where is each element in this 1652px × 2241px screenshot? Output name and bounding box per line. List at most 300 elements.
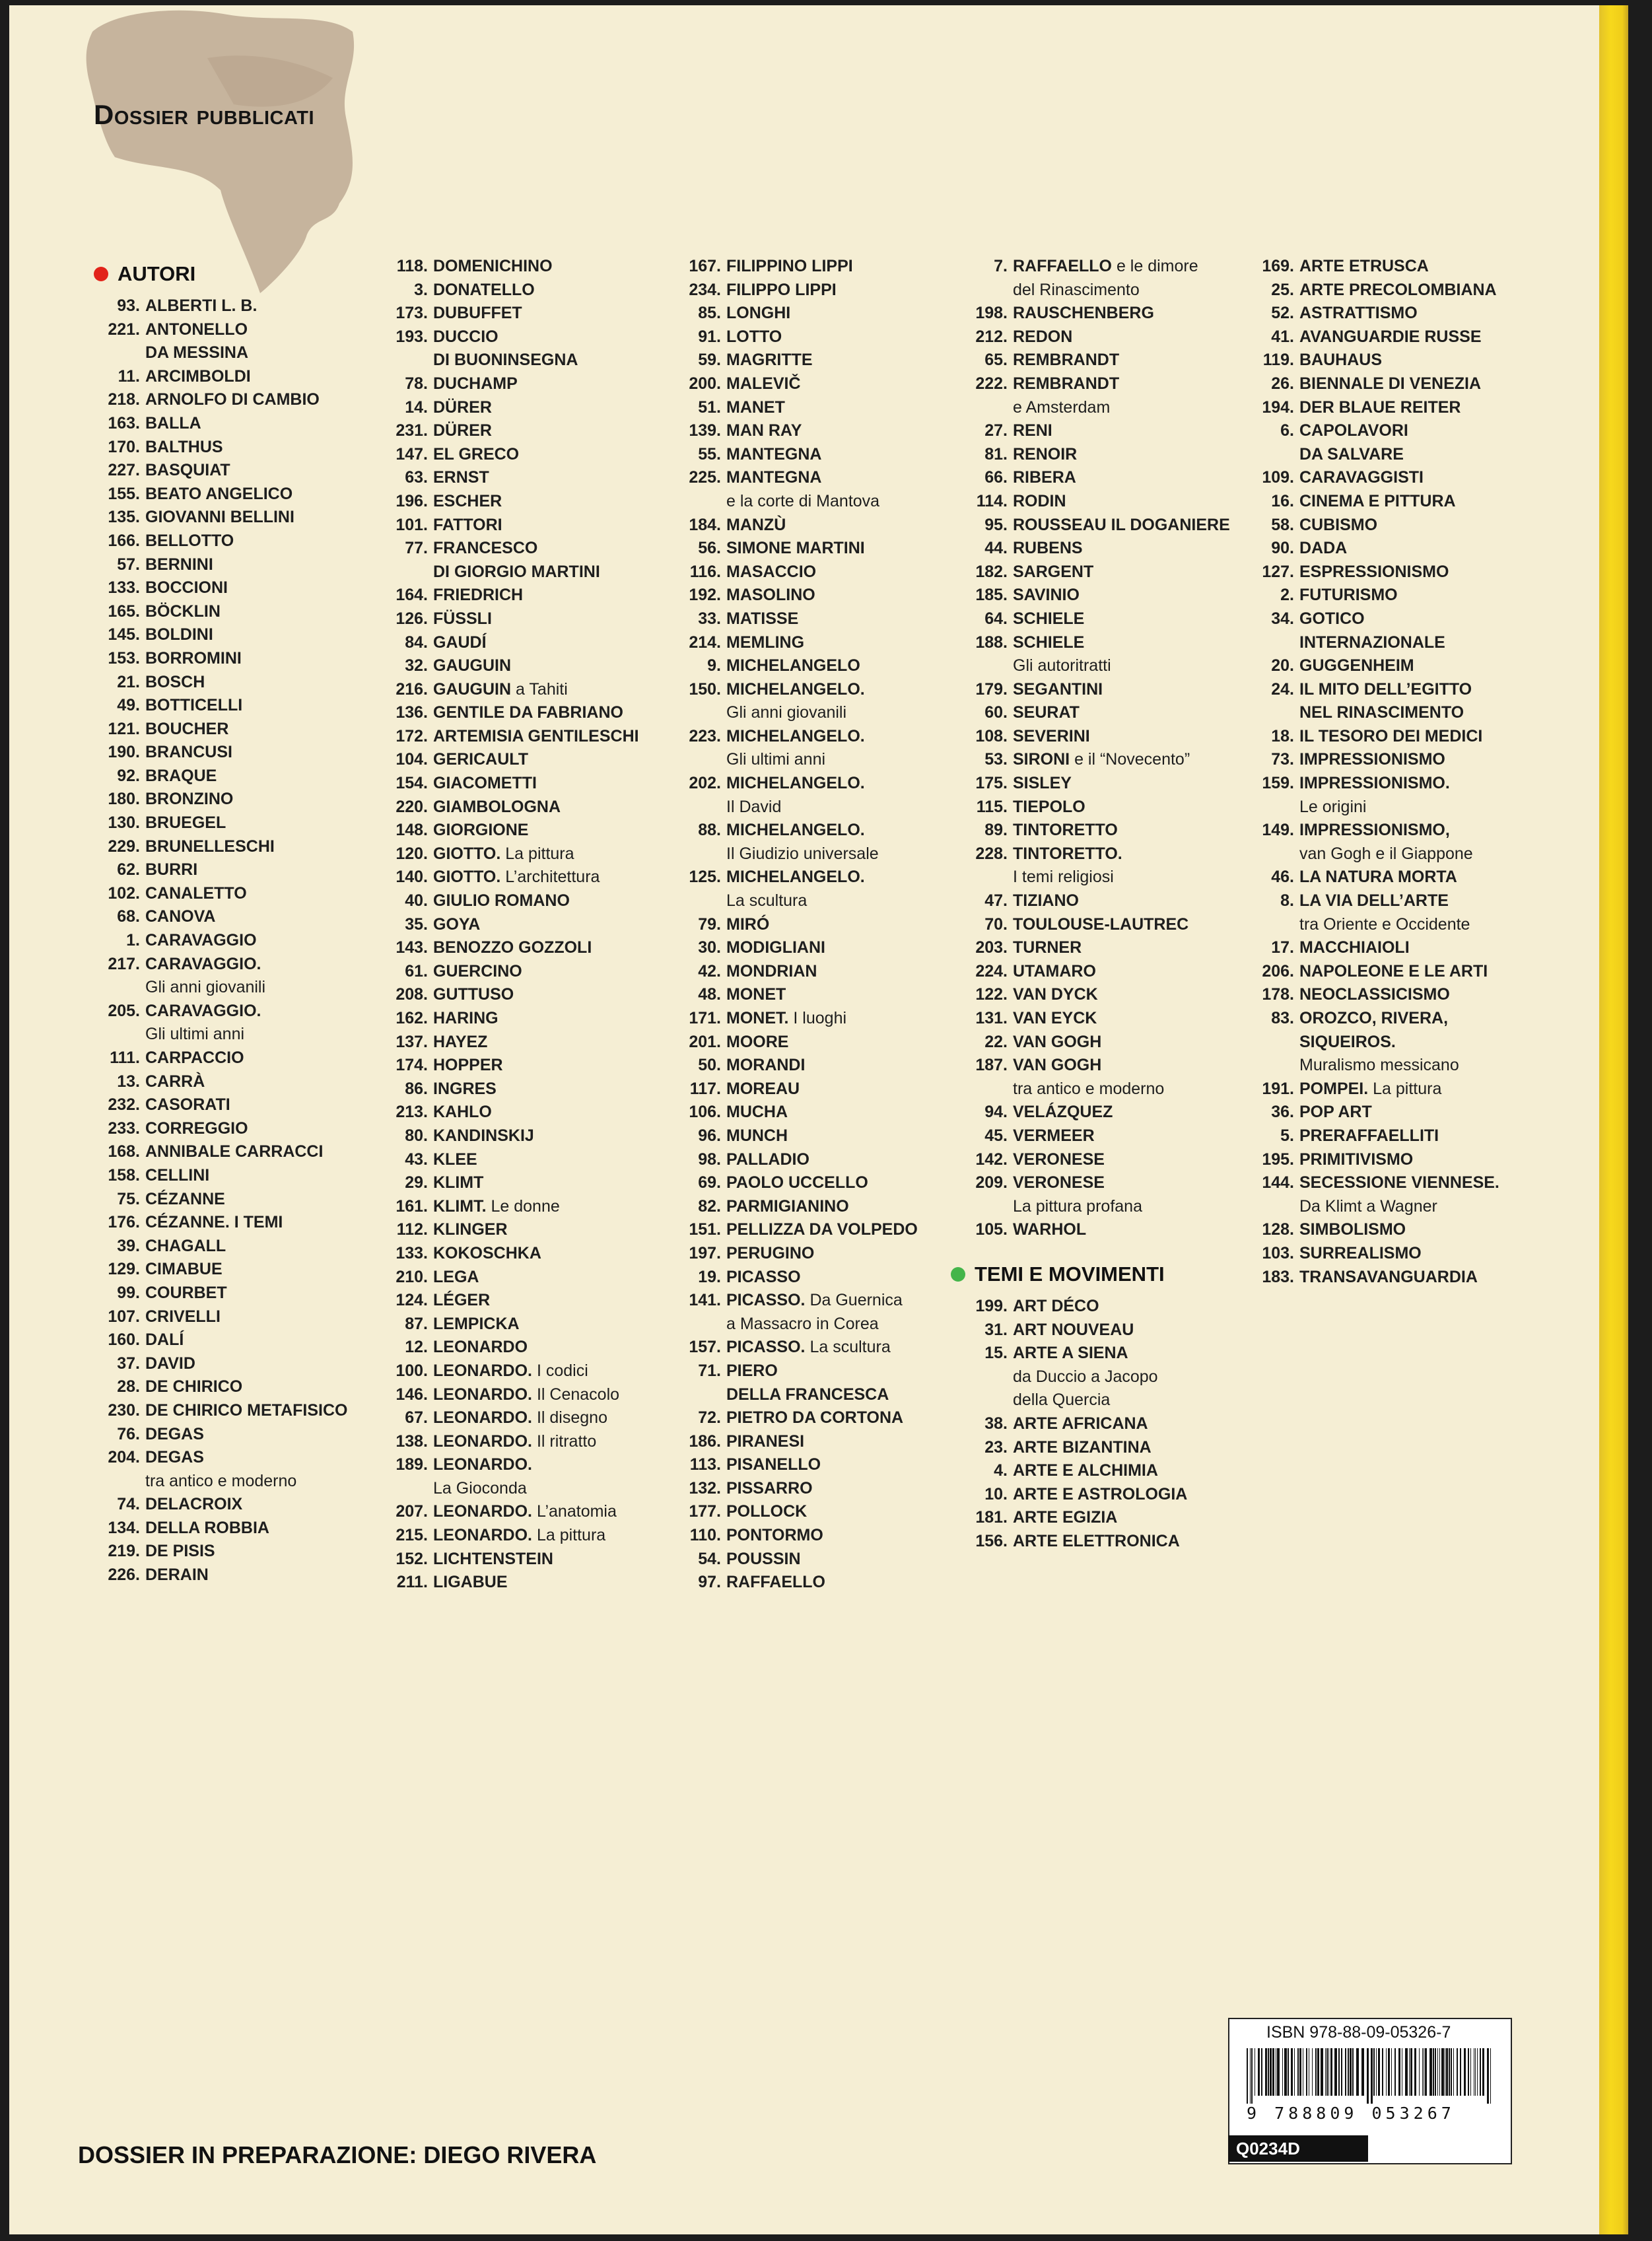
dossier-title: MEMLING [726,633,805,652]
dossier-text [1013,913,1188,937]
dossier-number: 122. [975,985,1008,1004]
dossier-title-line [1013,1412,1148,1436]
dossier-title-line [1299,1124,1439,1148]
dossier-number: 225. [689,468,721,487]
dossier-title-line [726,1336,891,1360]
dossier-entry [951,1342,1230,1412]
dossier-text [433,584,523,607]
dossier-title-suffix: Il ritratto [536,1431,597,1451]
dossier-entry [1237,537,1499,561]
dossier-text [1299,561,1449,584]
dossier-entry [371,796,639,819]
dossier-title-line [433,1571,508,1595]
dossier-entry [1237,866,1499,889]
dossier-title: ARTE PRECOLOMBIANA [1299,280,1497,299]
dossier-title: CHAGALL [145,1236,226,1255]
dossier-title-line [726,1289,903,1313]
dossier-number: 94. [984,1103,1008,1122]
dossier-text [145,483,293,506]
dossier-title-line [1299,490,1456,514]
dossier-entry [664,466,918,513]
dossier-title: CANALETTO [145,883,247,903]
dossier-title-line [726,678,865,702]
dossier-number: 174. [396,1056,428,1075]
dossier-number: 203. [975,938,1008,957]
dossier-number: 119. [1262,351,1294,370]
dossier-number: 9. [707,656,721,675]
dossier-title: MONDRIAN [726,961,817,981]
dossier-title-line [1299,584,1398,607]
dossier-text [433,1548,553,1571]
entry-list [1237,255,1499,1289]
dossier-title-line [145,835,275,859]
dossier-number: 105. [975,1220,1008,1239]
dossier-number: 133. [396,1243,428,1262]
dossier-entry [1237,349,1499,372]
dossier-number: 5. [1280,1126,1294,1145]
dossier-entry [94,1446,347,1493]
dossier-title: REDON [1013,327,1073,346]
dossier-title-line [433,983,514,1007]
dossier-title-line [433,772,537,796]
dossier-text [726,1524,823,1548]
dossier-number: 55. [698,444,721,464]
dossier-text [433,1031,487,1054]
dossier-number: 216. [396,679,428,699]
dossier-title: CARPACCIO [145,1049,244,1067]
dossier-title-line [433,1313,520,1336]
dossier-title: GAUGUIN [433,656,512,675]
dossier-text [145,1140,323,1164]
dossier-title: CÉZANNE. I TEMI [145,1213,283,1232]
dossier-entry [94,694,347,718]
dossier-title-line [145,1047,244,1070]
dossier-text [1013,607,1084,631]
dossier-title: MAGRITTE [726,351,813,370]
dossier-text [433,1054,503,1078]
dossier-number: 102. [108,883,140,903]
dossier-text [1013,1483,1187,1507]
dossier-title-line [1013,936,1082,960]
dossier-number: 44. [984,539,1008,558]
dossier-title: MANTEGNA [726,468,822,487]
dossier-number: 67. [405,1408,428,1428]
dossier-title: CARAVAGGISTI [1299,468,1424,487]
dossier-title-line [145,412,201,436]
dossier-title: MONET. [726,1009,789,1027]
dossier-title: CARAVAGGIO. [145,954,261,973]
dossier-title: LÉGER [433,1291,491,1310]
dossier-title: IMPRESSIONISMO [1299,750,1445,769]
dossier-title: FRIEDRICH [433,586,524,605]
dossier-number: 89. [984,821,1008,840]
dossier-title-line [726,584,815,607]
dossier-text [145,882,247,906]
dossier-entry [951,255,1230,302]
dossier-title-line [1299,936,1410,960]
dossier-title-line [433,1406,607,1430]
dossier-title: RIBERA [1013,468,1076,487]
dossier-title-line [1013,1101,1113,1124]
dossier-text [1013,349,1119,372]
dossier-title-line [726,326,782,349]
dossier-text [145,1517,269,1540]
dossier-text [145,1540,215,1564]
dossier-entry [371,1289,639,1313]
dossier-title-continuation: SIQUEIROS. [1299,1032,1396,1051]
dossier-subtitle: e la corte di Mantova [726,491,880,510]
dossier-entry [951,1171,1230,1218]
dossier-entry [951,1148,1230,1172]
dossier-entry [1237,372,1499,396]
dossier-title-line [726,396,785,420]
dossier-text [726,1500,807,1524]
dossier-entry [1237,654,1499,678]
dossier-text [726,1548,801,1571]
dossier-title-line [1013,466,1076,490]
dossier-entry [1237,819,1499,866]
dossier-title-line [1299,983,1450,1007]
dossier-number: 230. [108,1400,140,1420]
dossier-title: LEONARDO. [433,1526,532,1545]
dossier-text [433,607,492,631]
dossier-number: 33. [698,609,721,628]
dossier-number: 228. [975,844,1008,863]
dossier-entry [1237,584,1499,607]
dossier-number: 134. [108,1518,140,1537]
dossier-title-line [145,1375,242,1399]
dossier-title: PRIMITIVISMO [1299,1150,1414,1169]
dossier-title-line [726,1266,801,1290]
dossier-text [1299,279,1497,302]
dossier-title-line [145,1399,347,1423]
dossier-number: 200. [689,374,721,393]
dossier-subtitle: a Massacro in Corea [726,1314,879,1333]
dossier-text [433,936,592,960]
dossier-number: 70. [984,914,1008,934]
dossier-title-line [1299,1078,1441,1101]
dossier-title-line [433,936,592,960]
dossier-title: BURRI [145,860,198,879]
dossier-title-line [1013,772,1072,796]
dossier-text [433,537,600,584]
dossier-entry [94,1140,347,1164]
dossier-number: 21. [117,672,140,691]
dossier-title-line [433,631,487,655]
dossier-title: DÜRER [433,421,492,440]
dossier-entry [94,858,347,882]
dossier-title: GIACOMETTI [433,774,537,793]
dossier-text [145,741,232,765]
dossier-title-line [145,1188,225,1212]
dossier-title-line [726,607,798,631]
isbn-barcode-box [1228,2018,1512,2164]
dossier-title: POP ART [1299,1103,1372,1122]
dossier-title-line [145,1282,227,1305]
dossier-title: ARTE ELETTRONICA [1013,1531,1180,1550]
dossier-entry [94,929,347,953]
dossier-number: 13. [117,1072,140,1091]
dossier-title: SARGENT [1013,562,1094,581]
dossier-text [1013,1342,1158,1412]
dossier-title-line [726,819,879,843]
dossier-title: OROZCO, RIVERA, [1299,1009,1449,1027]
dossier-text [145,1047,244,1070]
dossier-title-line [726,1242,814,1266]
dossier-text [145,718,228,741]
dossier-title-line [1013,607,1084,631]
dossier-entry [951,960,1230,984]
dossier-text [1013,514,1230,537]
dossier-title-line [726,1500,807,1524]
dossier-number: 25. [1271,280,1294,299]
dossier-text [145,600,221,624]
dossier-number: 114. [976,491,1008,510]
dossier-number: 17. [1271,938,1294,957]
dossier-title: REMBRANDT [1013,374,1120,393]
dossier-title-continuation: DELLA FRANCESCA [726,1385,889,1404]
dossier-title: NAPOLEONE E LE ARTI [1299,961,1488,981]
dossier-number: 113. [689,1455,721,1474]
dossier-title: DELACROIX [145,1495,243,1514]
dossier-text [1013,1436,1152,1460]
dossier-title: DEGAS [145,1424,204,1443]
dossier-text [1013,1124,1095,1148]
dossier-entry [94,1540,347,1564]
dossier-title: DOMENICHINO [433,257,553,275]
dossier-title: CUBISMO [1299,515,1378,534]
dossier-title-line [1299,349,1382,372]
dossier-subtitle: Le origini [1299,797,1367,816]
dossier-text [1299,819,1473,866]
dossier-text [145,835,275,859]
dossier-number: 184. [689,515,721,534]
dossier-title: PELLIZZA DA VOLPEDO [726,1220,918,1239]
dossier-title-suffix: L’anatomia [536,1502,617,1521]
dossier-title: MONET [726,985,786,1004]
dossier-number: 37. [117,1354,140,1373]
dossier-number: 229. [108,837,140,856]
dossier-number: 221. [108,320,140,339]
dossier-text [726,725,865,772]
dossier-text [433,279,535,302]
entry-list [371,255,639,1595]
dossier-number: 48. [698,985,721,1004]
dossier-title-line [1013,819,1118,843]
dossier-text [145,1070,205,1094]
dossier-title-line [145,1258,223,1282]
dossier-title-line [1299,561,1449,584]
dossier-text [1013,1218,1086,1242]
dossier-number: 115. [976,797,1008,816]
dossier-entry [371,1383,639,1407]
dossier-text [1299,584,1398,607]
dossier-entry [1237,936,1499,960]
brush-stroke-decoration [75,5,366,296]
dossier-title: RENI [1013,421,1052,440]
dossier-text [433,1406,607,1430]
dossier-title-line [145,1117,248,1141]
dossier-text [433,960,522,984]
dossier-title-line [1013,701,1080,725]
dossier-number: 15. [984,1344,1008,1363]
dossier-title-line [1013,1148,1105,1172]
dossier-entry [94,294,347,318]
dossier-title: CARAVAGGIO [145,931,257,950]
dossier-title-line [145,1564,209,1587]
dossier-title-line [433,1548,553,1571]
dossier-title-line [726,1360,889,1383]
dossier-text [145,1000,261,1047]
dossier-title-line [1299,748,1445,772]
dossier-entry [371,372,639,396]
dossier-title: ESCHER [433,491,502,510]
dossier-title-line [433,960,522,984]
dossier-number: 77. [405,539,428,558]
dossier-entry [951,349,1230,372]
dossier-title: POMPEI. [1299,1079,1369,1098]
dossier-title-line [145,953,265,977]
dossier-title-line [145,294,257,318]
dossier-title: LEONARDO. [433,1431,532,1451]
dossier-entry [94,1399,347,1423]
dossier-title-line [433,701,623,725]
dossier-title: ROUSSEAU IL DOGANIERE [1013,515,1230,534]
dossier-text [145,1164,209,1188]
red-bullet-icon [94,267,108,281]
dossier-title: HARING [433,1009,499,1027]
dossier-entry [94,718,347,741]
dossier-text [726,372,801,396]
dossier-title: ARTE A SIENA [1013,1344,1128,1363]
dossier-text [1299,1242,1422,1266]
dossier-number: 219. [108,1542,140,1561]
dossier-number: 209. [975,1173,1008,1192]
dossier-number: 177. [689,1502,721,1521]
dossier-text [726,983,786,1007]
dossier-title-line [433,678,568,702]
dossier-title: COURBET [145,1283,227,1302]
dossier-title: LEGA [433,1267,479,1286]
dossier-number: 218. [108,390,140,409]
dossier-text [726,1171,868,1195]
dossier-text [1013,1506,1117,1530]
dossier-title: RAFFAELLO [1013,257,1112,275]
dossier-entry [1237,1266,1499,1290]
dossier-number: 137. [396,1032,428,1051]
dossier-title-line [145,1352,195,1376]
dossier-title-line [433,443,519,467]
dossier-title-line [1013,913,1188,937]
dossier-number: 50. [698,1056,721,1075]
dossier-text [1013,1319,1134,1342]
dossier-title: PIRANESI [726,1431,805,1451]
dossier-entry [94,318,347,365]
dossier-number: 46. [1271,868,1294,887]
dossier-number: 30. [698,938,721,957]
dossier-entry [1237,1148,1499,1172]
dossier-title-line [145,365,251,389]
dossier-entry [1237,419,1499,466]
dossier-title: BELLOTTO [145,531,234,550]
dossier-text [145,436,223,460]
dossier-title-line [1299,678,1472,702]
dossier-title-line [1299,326,1482,349]
dossier-entry [371,1500,639,1524]
dossier-text [433,1571,508,1595]
dossier-number: 80. [405,1126,428,1145]
dossier-entry [951,936,1230,960]
dossier-title-line [1013,326,1072,349]
dossier-text [1013,1101,1113,1124]
dossier-text [1013,443,1077,467]
dossier-title: EL GRECO [433,444,520,464]
dossier-number: 63. [405,468,428,487]
dossier-entry [371,1031,639,1054]
dossier-entry [94,741,347,765]
dossier-text [1013,584,1080,607]
dossier-number: 152. [396,1549,428,1568]
dossier-text [433,443,519,467]
dossier-entry [1237,1242,1499,1266]
dossier-entry [371,631,639,655]
dossier-number: 160. [108,1330,140,1350]
dossier-entry [371,302,639,326]
dossier-number: 107. [108,1307,140,1326]
dossier-number: 140. [396,868,428,887]
dossier-entry [94,1164,347,1188]
dossier-entry [94,600,347,624]
dossier-text [1013,701,1080,725]
dossier-title: ARTE BIZANTINA [1013,1437,1152,1457]
dossier-title-line [145,718,228,741]
dossier-entry [371,654,639,678]
dossier-entry [951,584,1230,607]
dossier-title: UTAMARO [1013,961,1096,981]
dossier-entry [1237,326,1499,349]
dossier-number: 179. [975,679,1008,699]
dossier-text [145,459,230,483]
dossier-text [145,1235,226,1258]
dossier-subtitle: Muralismo messicano [1299,1056,1459,1075]
dossier-title: FUTURISMO [1299,586,1398,605]
dossier-entry [951,419,1230,443]
dossier-title-line [1299,1148,1413,1172]
dossier-title: MICHELANGELO. [726,726,865,745]
dossier-text [1013,466,1076,490]
dossier-entry [94,436,347,460]
dossier-entry [664,819,918,866]
dossier-number: 145. [108,625,140,644]
dossier-title: BALTHUS [145,437,223,456]
dossier-text [145,388,320,412]
dossier-title: GUGGENHEIM [1299,656,1414,675]
dossier-entry [664,1218,918,1242]
dossier-text [433,1524,605,1548]
dossier-title-line [1299,514,1377,537]
authors-column-3 [664,255,918,1595]
dossier-number: 143. [396,938,428,957]
dossier-title-suffix: Da Guernica [809,1291,903,1310]
dossier-text [145,294,257,318]
dossier-title: CANOVA [145,907,216,926]
dossier-text [726,443,821,467]
dossier-entry [664,1430,918,1454]
dossier-entry [951,1124,1230,1148]
dossier-number: 153. [108,648,140,668]
dossier-title-line [433,1171,483,1195]
dossier-entry [94,1423,347,1447]
